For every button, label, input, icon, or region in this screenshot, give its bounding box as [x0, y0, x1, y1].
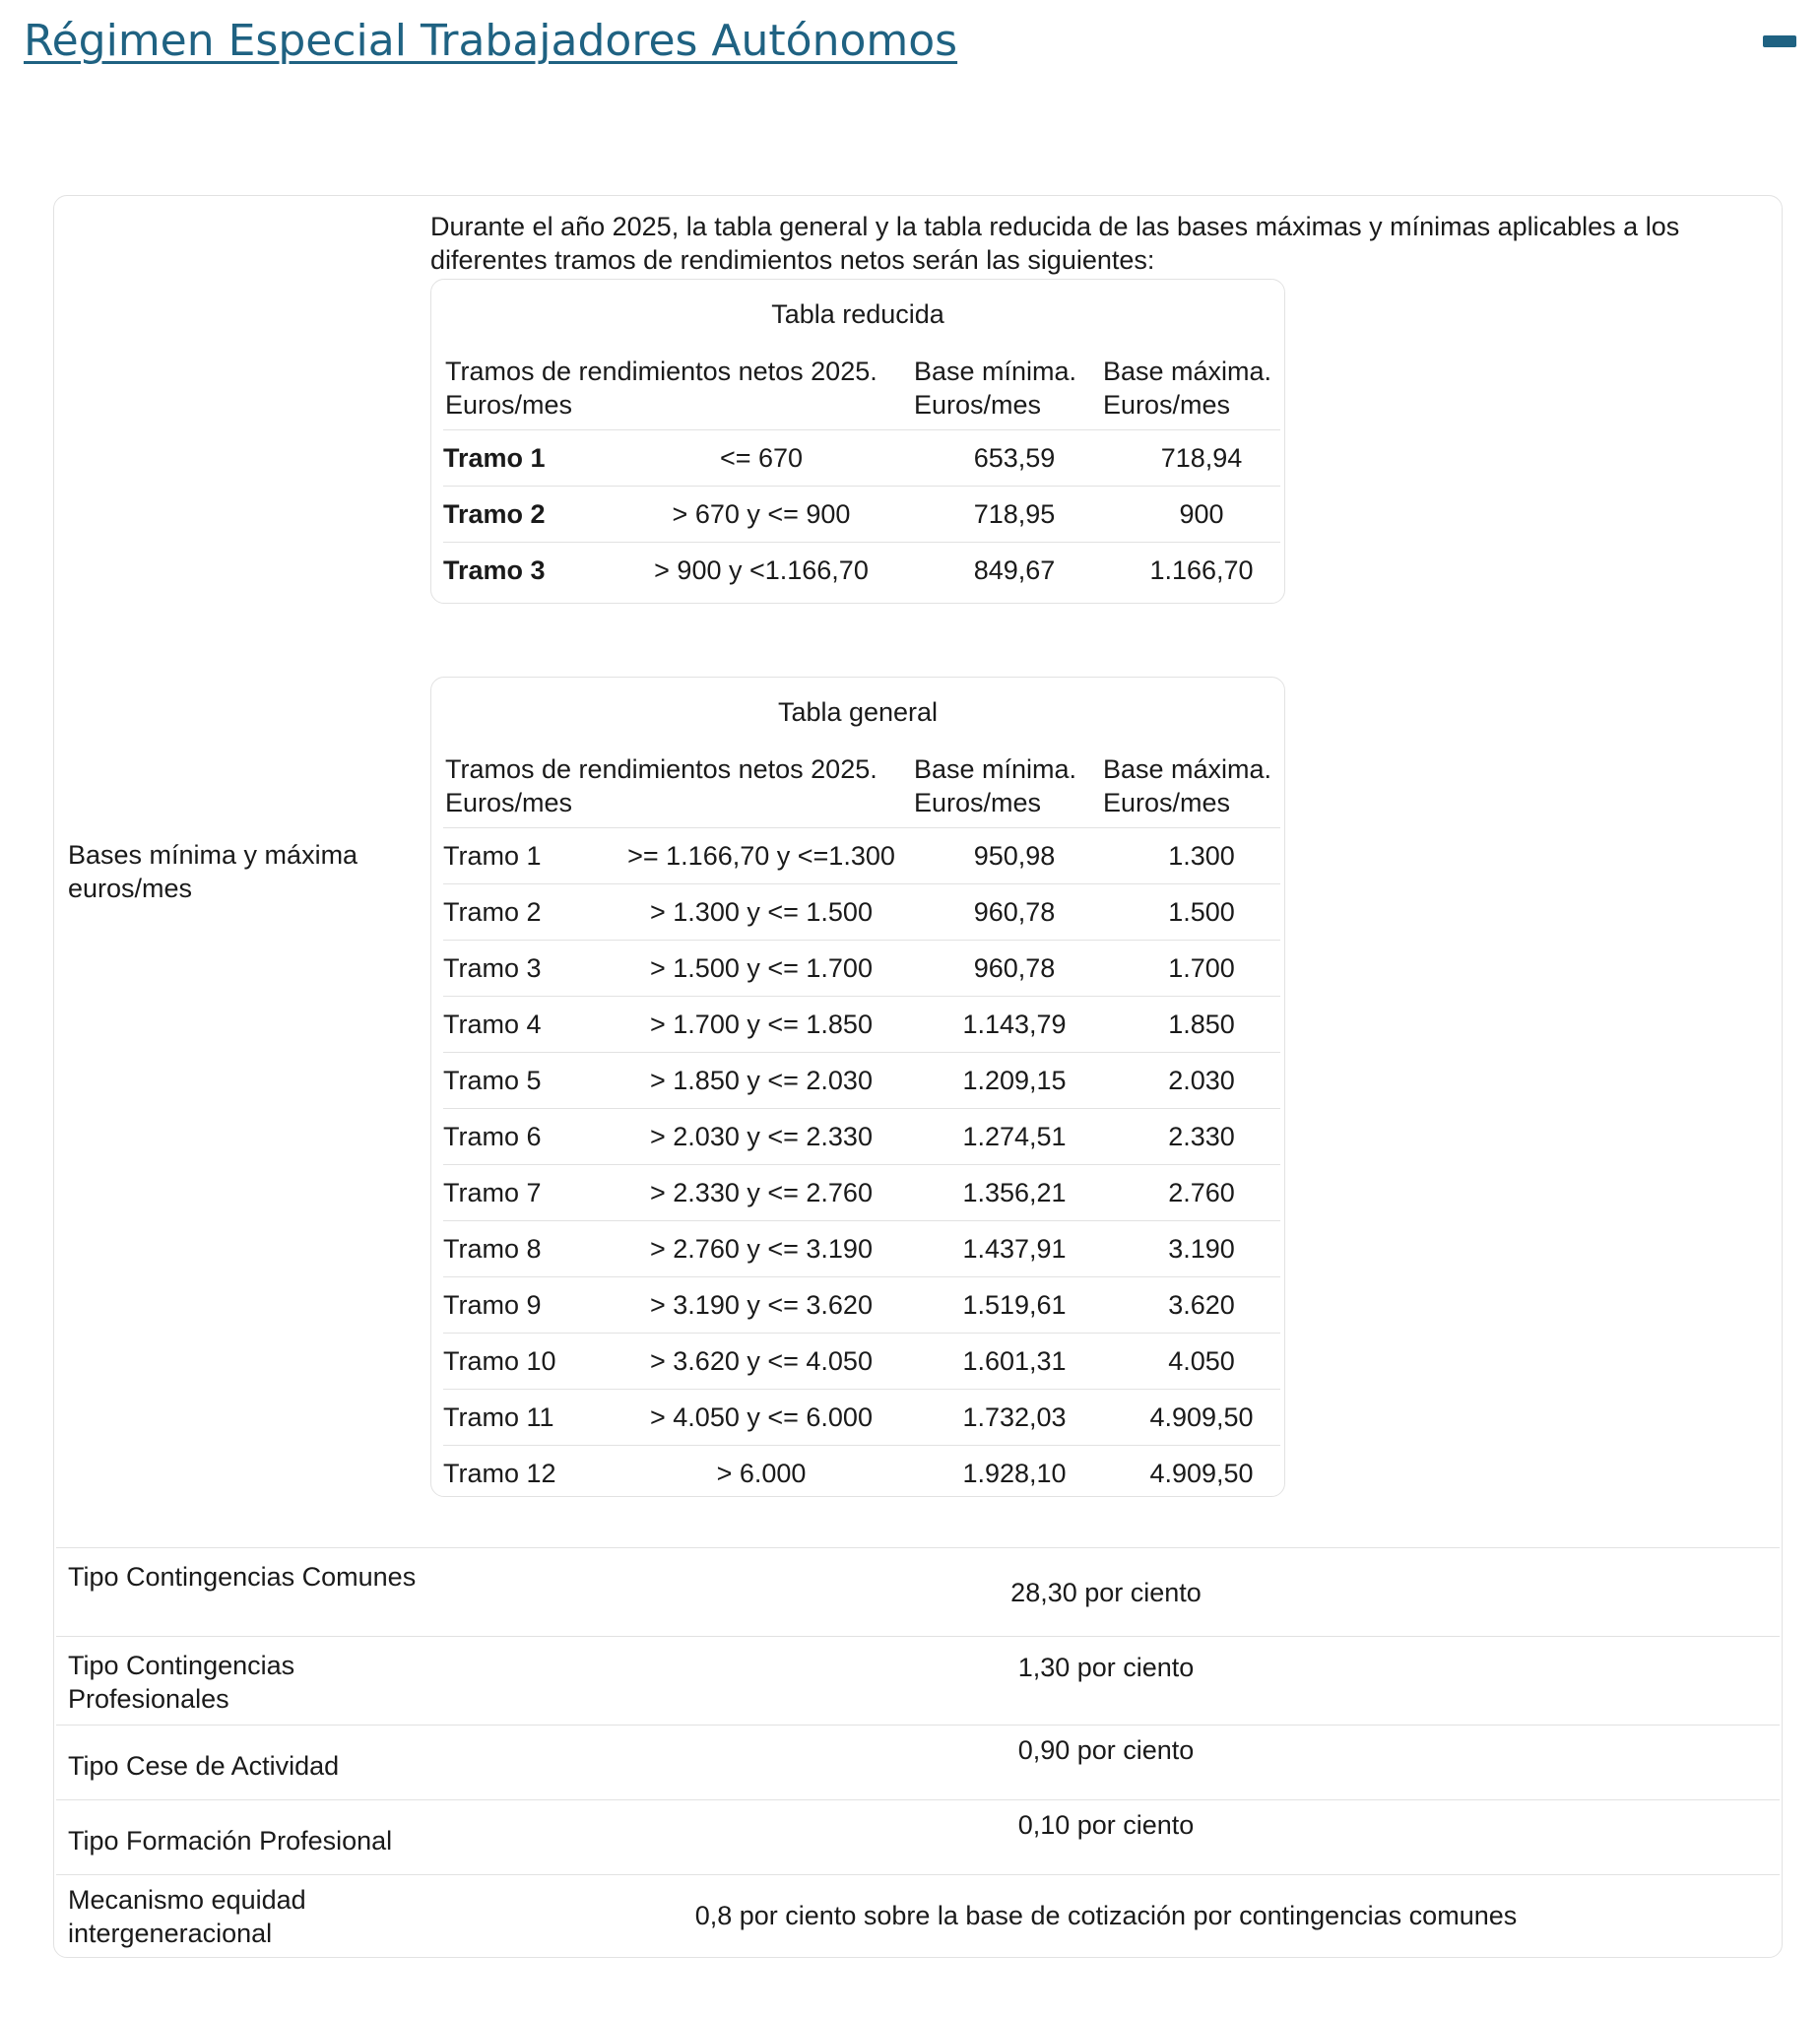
tramo-name: Tramo 1: [443, 443, 546, 473]
header-base-minima: Base mínima. Euros/mes: [914, 357, 1077, 420]
tramo-range: > 1.300 y <= 1.500: [650, 897, 873, 927]
header-base-maxima: Base máxima. Euros/mes: [1103, 754, 1272, 817]
base-minima: 1.356,21: [962, 1178, 1067, 1207]
tramo-name: Tramo 11: [443, 1402, 554, 1432]
tramo-range: > 1.700 y <= 1.850: [650, 1010, 873, 1039]
tramo-range: > 900 y <1.166,70: [654, 555, 869, 585]
table-row: [443, 1389, 1280, 1445]
table-header: [431, 355, 1284, 429]
table-row: [443, 429, 1280, 486]
rate-row: [56, 1547, 1780, 1637]
rate-value: 0,8 por ciento sobre la base de cotización por contingencias comunes: [694, 1901, 1518, 1930]
rate-label: Tipo Contingencias Profesionales: [68, 1651, 295, 1714]
rate-label: Tipo Contingencias Comunes: [68, 1562, 417, 1592]
base-maxima: 4.050: [1168, 1346, 1235, 1376]
base-maxima: 4.909,50: [1149, 1402, 1254, 1432]
base-minima: 1.209,15: [962, 1066, 1067, 1095]
tramo-range: > 4.050 y <= 6.000: [650, 1402, 873, 1432]
rate-value: 1,30 por ciento: [1017, 1653, 1195, 1682]
section-title-link[interactable]: Régimen Especial Trabajadores Autónomos: [24, 16, 958, 66]
rate-row: [56, 1725, 1780, 1800]
tabla-reducida-caption: Tabla reducida: [771, 299, 944, 329]
table-row: [443, 1333, 1280, 1389]
tramo-range: > 1.500 y <= 1.700: [650, 953, 873, 983]
tramo-range: > 2.330 y <= 2.760: [650, 1178, 873, 1207]
tramo-range: > 2.030 y <= 2.330: [650, 1122, 873, 1151]
tabla-general-caption: Tabla general: [777, 697, 939, 727]
table-row: [443, 996, 1280, 1052]
base-minima: 718,95: [973, 499, 1056, 529]
bases-intro: Durante el año 2025, la tabla general y la tabla reducida de las bases máximas y mínimas aplicables a los diferentes tramos de rendimientos netos serán las siguientes:: [430, 212, 1680, 275]
base-maxima: 4.909,50: [1149, 1459, 1254, 1488]
base-minima: 1.437,91: [962, 1234, 1067, 1264]
base-maxima: 2.760: [1168, 1178, 1235, 1207]
base-minima: 960,78: [973, 953, 1056, 983]
rate-label: Tipo Cese de Actividad: [68, 1751, 340, 1781]
base-maxima: 2.030: [1168, 1066, 1235, 1095]
base-maxima: 1.166,70: [1149, 555, 1254, 585]
table-header: [431, 752, 1284, 827]
tramo-range: > 6.000: [716, 1459, 807, 1488]
tramo-name: Tramo 9: [443, 1290, 542, 1320]
tramo-range: > 1.850 y <= 2.030: [650, 1066, 873, 1095]
table-row: [443, 1052, 1280, 1108]
base-maxima: 3.190: [1168, 1234, 1235, 1264]
header-tramos: Tramos de rendimientos netos 2025. Euros/mes: [445, 357, 878, 420]
base-maxima: 3.620: [1168, 1290, 1235, 1320]
base-minima: 950,98: [973, 841, 1056, 871]
header-base-maxima: Base máxima. Euros/mes: [1103, 357, 1272, 420]
base-minima: 960,78: [973, 897, 1056, 927]
base-minima: 1.274,51: [962, 1122, 1067, 1151]
base-maxima: 718,94: [1160, 443, 1243, 473]
base-maxima: 1.500: [1168, 897, 1235, 927]
tramo-name: Tramo 5: [443, 1066, 542, 1095]
rate-value: 0,10 por ciento: [1017, 1810, 1195, 1840]
header-tramos: Tramos de rendimientos netos 2025. Euros/mes: [445, 754, 878, 817]
base-minima: 1.928,10: [962, 1459, 1067, 1488]
bases-label: Bases mínima y máxima euros/mes: [68, 840, 358, 903]
base-minima: 1.143,79: [962, 1010, 1067, 1039]
rate-row: [56, 1874, 1780, 1958]
tramo-name: Tramo 8: [443, 1234, 542, 1264]
base-minima: 1.732,03: [962, 1402, 1067, 1432]
tramo-name: Tramo 12: [443, 1459, 556, 1488]
rate-value: 0,90 por ciento: [1017, 1735, 1195, 1765]
table-row: [443, 486, 1280, 542]
table-row: [443, 827, 1280, 883]
minus-icon[interactable]: [1763, 35, 1796, 47]
base-minima: 849,67: [973, 555, 1056, 585]
tramo-name: Tramo 3: [443, 953, 542, 983]
rate-row: [56, 1636, 1780, 1726]
table-row: [443, 1276, 1280, 1333]
table-row: [443, 542, 1280, 598]
table-row: [443, 940, 1280, 996]
tramo-name: Tramo 2: [443, 897, 542, 927]
table-row: [443, 883, 1280, 940]
base-maxima: 2.330: [1168, 1122, 1235, 1151]
rate-value: 28,30 por ciento: [1010, 1578, 1202, 1607]
tramo-name: Tramo 4: [443, 1010, 542, 1039]
tramo-range: > 3.620 y <= 4.050: [650, 1346, 873, 1376]
tramo-range: > 2.760 y <= 3.190: [650, 1234, 873, 1264]
bases-row: [54, 196, 1782, 1547]
rate-label: Tipo Formación Profesional: [68, 1826, 393, 1856]
section-header: [24, 12, 1796, 81]
tramo-name: Tramo 6: [443, 1122, 542, 1151]
tramo-range: <= 670: [719, 443, 804, 473]
base-minima: 653,59: [973, 443, 1056, 473]
rate-row: [56, 1799, 1780, 1875]
table-row: [443, 1164, 1280, 1220]
tabla-reducida: [430, 279, 1285, 604]
tramo-name: Tramo 10: [443, 1346, 556, 1376]
tabla-general: [430, 677, 1285, 1497]
table-row: [443, 1220, 1280, 1276]
rate-label: Mecanismo equidad intergeneracional: [68, 1885, 306, 1948]
table-row: [443, 1445, 1280, 1501]
tramo-name: Tramo 1: [443, 841, 542, 871]
base-maxima: 1.300: [1168, 841, 1235, 871]
tramo-range: > 3.190 y <= 3.620: [650, 1290, 873, 1320]
tramo-name: Tramo 3: [443, 555, 546, 585]
tramo-range: > 670 y <= 900: [672, 499, 851, 529]
base-maxima: 1.850: [1168, 1010, 1235, 1039]
base-minima: 1.601,31: [962, 1346, 1067, 1376]
table-row: [443, 1108, 1280, 1164]
tramo-name: Tramo 7: [443, 1178, 542, 1207]
base-maxima: 1.700: [1168, 953, 1235, 983]
base-maxima: 900: [1179, 499, 1224, 529]
tramo-name: Tramo 2: [443, 499, 546, 529]
base-minima: 1.519,61: [962, 1290, 1067, 1320]
header-base-minima: Base mínima. Euros/mes: [914, 754, 1077, 817]
tramo-range: >= 1.166,70 y <=1.300: [627, 841, 895, 871]
contribution-table: [53, 195, 1783, 1958]
